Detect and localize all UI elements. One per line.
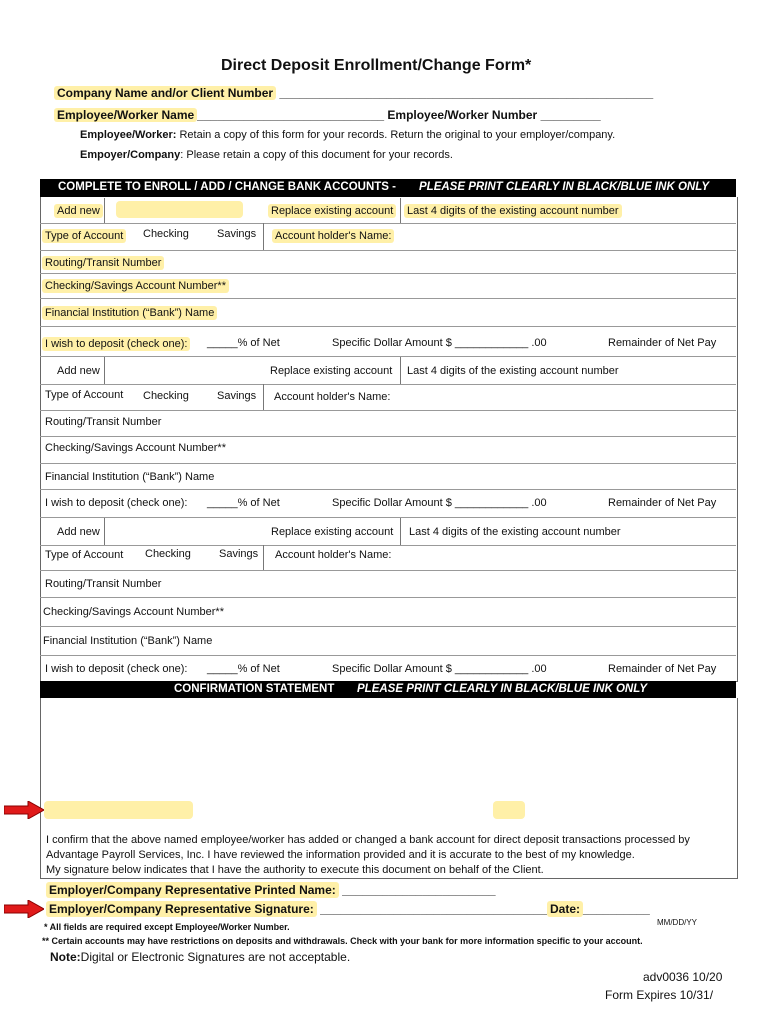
institution-field-3[interactable]: Financial Institution (“Bank”) Name [43, 635, 213, 647]
confirmation-text-line-1: I confirm that the above named employee/worker has added or changed a bank account for direct deposit transactions processed by [46, 834, 690, 846]
account-holder-field-1[interactable]: Account holder's Name: [272, 229, 394, 243]
note-label: Note: [50, 950, 81, 964]
percent-net-option-3[interactable]: _____% of Net [207, 663, 280, 675]
rep-signature-label: Employer/Company Representative Signature: [46, 901, 317, 917]
savings-option-1[interactable]: Savings [217, 228, 257, 240]
rep-printed-name-label: Employer/Company Representative Printed Name: [46, 882, 339, 898]
signature-area-field[interactable] [44, 801, 193, 819]
savings-option-2[interactable]: Savings [217, 390, 257, 402]
deposit-label-3: I wish to deposit (check one): [45, 663, 188, 675]
date-area-field[interactable] [493, 801, 525, 819]
employee-name-field[interactable] [54, 108, 601, 122]
confirmation-bar-title: CONFIRMATION STATEMENT [174, 683, 335, 695]
employee-name-label: Employee/Worker Name [54, 108, 197, 122]
routing-field-2[interactable]: Routing/Transit Number [45, 416, 162, 428]
deposit-label-2: I wish to deposit (check one): [45, 497, 188, 509]
employee-instruction-label: Employee/Worker: [80, 129, 177, 141]
rep-signature-blank: __________________________________ [320, 902, 548, 916]
footnote-restrictions: ** Certain accounts may have restrictions on deposits and withdrawals. Check with your bank for more information specific to your account. [42, 936, 643, 946]
confirmation-text-line-2: Advantage Payroll Services, Inc. I have reviewed the information provided and it is accurate to the best of my knowledge. [46, 849, 635, 861]
routing-field-1[interactable]: Routing/Transit Number [42, 256, 164, 270]
account-type-label-2: Type of Account [45, 389, 124, 401]
arrow-icon [4, 801, 44, 819]
employer-instruction-text: : Please retain a copy of this document for your records. [180, 149, 453, 161]
employer-instruction-label: Empoyer/Company [80, 149, 181, 161]
add-new-checkbox-3[interactable]: Add new [57, 526, 100, 538]
checking-option-2[interactable]: Checking [143, 390, 189, 402]
add-new-checkbox-2[interactable]: Add new [57, 365, 100, 377]
form-expiration: Form Expires 10/31/ [605, 988, 714, 1002]
rep-printed-name-blank: _______________________ [342, 883, 496, 897]
account-holder-field-3[interactable]: Account holder's Name: [275, 549, 392, 561]
employee-name-blank: ____________________________ [197, 108, 385, 122]
checking-option-1[interactable]: Checking [143, 228, 189, 240]
deposit-label-1: I wish to deposit (check one): [42, 337, 190, 351]
company-name-label: Company Name and/or Client Number [54, 86, 276, 100]
remainder-option-1[interactable]: Remainder of Net Pay [608, 337, 717, 349]
specific-amount-option-2[interactable]: Specific Dollar Amount $ ____________ .00 [332, 497, 547, 509]
account-type-label-3: Type of Account [45, 549, 124, 561]
rep-printed-name-field[interactable] [46, 883, 496, 897]
company-name-blank: ________________________________________________________ [279, 86, 654, 100]
account-number-field-2[interactable]: Checking/Savings Account Number** [45, 442, 226, 454]
last4-field-1[interactable]: Last 4 digits of the existing account number [404, 204, 622, 218]
footnote-required: * All fields are required except Employee/Worker Number. [44, 922, 290, 932]
remainder-option-3[interactable]: Remainder of Net Pay [608, 663, 717, 675]
enroll-section-bar [40, 179, 736, 197]
account-holder-field-2[interactable]: Account holder's Name: [274, 391, 391, 403]
account-type-label-1: Type of Account [42, 229, 126, 243]
company-name-field[interactable] [54, 86, 653, 100]
checking-option-3[interactable]: Checking [145, 548, 191, 560]
employer-instruction [80, 149, 453, 161]
arrow-icon [4, 900, 44, 918]
percent-net-option-2[interactable]: _____% of Net [207, 497, 280, 509]
add-new-field-1[interactable] [116, 201, 243, 218]
confirmation-text-line-3: My signature below indicates that I have the authority to execute this document on behalf of the Client. [46, 864, 544, 876]
replace-account-checkbox-2[interactable]: Replace existing account [270, 365, 393, 377]
form-title: Direct Deposit Enrollment/Change Form* [221, 57, 532, 74]
form-code: adv0036 10/20 [643, 970, 723, 984]
remainder-option-2[interactable]: Remainder of Net Pay [608, 497, 717, 509]
enroll-bar-title: COMPLETE TO ENROLL / ADD / CHANGE BANK ACCOUNTS - [58, 181, 396, 193]
date-label: Date: [547, 901, 583, 917]
employee-instruction [80, 129, 615, 141]
replace-account-checkbox-3[interactable]: Replace existing account [271, 526, 394, 538]
routing-field-3[interactable]: Routing/Transit Number [45, 578, 162, 590]
employee-number-blank: _________ [540, 108, 601, 122]
savings-option-3[interactable]: Savings [219, 548, 259, 560]
confirmation-bar-instruction: PLEASE PRINT CLEARLY IN BLACK/BLUE INK ONLY [357, 683, 648, 695]
date-blank[interactable]: __________ [583, 902, 650, 916]
specific-amount-option-3[interactable]: Specific Dollar Amount $ ____________ .00 [332, 663, 547, 675]
employee-number-label: Employee/Worker Number [387, 108, 538, 122]
confirmation-section-bar [40, 681, 736, 698]
percent-net-option-1[interactable]: _____% of Net [207, 337, 280, 349]
last4-field-3[interactable]: Last 4 digits of the existing account number [409, 526, 621, 538]
institution-field-1[interactable]: Financial Institution (“Bank”) Name [42, 306, 217, 320]
note-line [50, 950, 350, 964]
replace-account-checkbox-1[interactable]: Replace existing account [268, 204, 396, 218]
institution-field-2[interactable]: Financial Institution (“Bank”) Name [45, 471, 215, 483]
account-number-field-3[interactable]: Checking/Savings Account Number** [43, 606, 224, 618]
enroll-bar-instruction: PLEASE PRINT CLEARLY IN BLACK/BLUE INK ONLY [419, 181, 710, 193]
last4-field-2[interactable]: Last 4 digits of the existing account number [407, 365, 619, 377]
employee-instruction-text: Retain a copy of this form for your records. Return the original to your employer/company. [179, 129, 616, 141]
specific-amount-option-1[interactable]: Specific Dollar Amount $ ____________ .00 [332, 337, 547, 349]
add-new-checkbox-1[interactable]: Add new [54, 204, 103, 218]
rep-signature-field[interactable] [46, 902, 650, 916]
date-format-hint: MM/DD/YY [657, 918, 697, 927]
account-number-field-1[interactable]: Checking/Savings Account Number** [42, 279, 229, 293]
note-text: Digital or Electronic Signatures are not acceptable. [80, 950, 351, 964]
